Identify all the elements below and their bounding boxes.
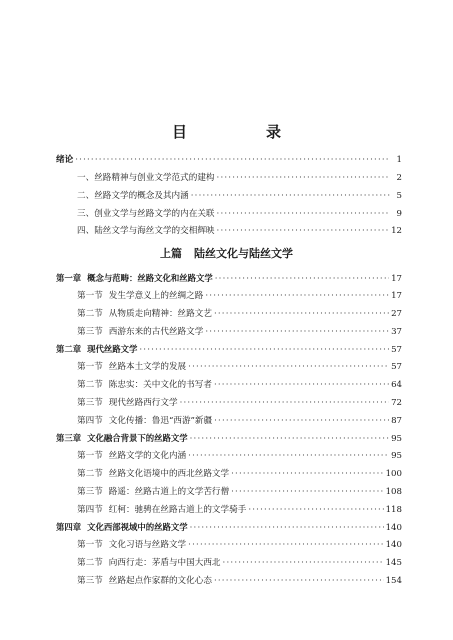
toc-chapter[interactable] [56, 342, 402, 356]
section-title: 从物质走向精神：丝路文艺 [108, 309, 212, 319]
dot-leader [223, 556, 384, 570]
section-number: 第二节 [77, 469, 103, 479]
toc-section[interactable] [77, 503, 402, 517]
section-title: 文化习语与丝路文学 [108, 540, 187, 550]
section-number: 第一节 [77, 362, 103, 372]
toc-chapter[interactable] [56, 520, 402, 534]
dot-leader [214, 574, 384, 588]
section-title: 丝路文化语境中的西北丝路文学 [108, 469, 230, 479]
chapter-title: 文化西部视域中的丝路文学 [87, 522, 188, 532]
section-title: 文化传播：鲁迅“西游”新疆 [108, 416, 213, 426]
dot-leader [215, 272, 389, 286]
section-number: 第三节 [77, 487, 103, 497]
toc-page-number: 145 [385, 558, 402, 568]
page-title: 目 录 [171, 123, 313, 141]
toc-section[interactable] [77, 556, 402, 570]
toc-page-number: 5 [396, 191, 402, 201]
toc-page-number: 17 [391, 291, 402, 301]
dot-leader [248, 503, 383, 517]
toc-page-number: 154 [385, 576, 402, 586]
part-heading [0, 245, 453, 261]
dot-leader [180, 396, 390, 410]
part-label: 上篇 [160, 247, 182, 260]
dot-leader [205, 289, 389, 303]
toc-entry-title: 四、陆丝文学与海丝文学的交相辉映 [77, 226, 215, 236]
toc-section[interactable] [77, 449, 402, 463]
toc-page-number: 57 [391, 362, 402, 372]
toc-page-number: 17 [391, 274, 402, 284]
section-title: 现代丝路西行文学 [108, 398, 178, 408]
toc-section[interactable] [77, 307, 402, 321]
section-title: 陈忠实：关中文化的书写者 [108, 380, 212, 390]
toc-section[interactable] [77, 467, 402, 481]
chapter-number: 第二章 [56, 344, 82, 354]
toc-page-number: 64 [391, 380, 402, 390]
toc-page-number: 12 [391, 226, 402, 236]
toc-entry-title: 一、丝路精神与创业文学范式的建构 [77, 173, 215, 183]
dot-leader [139, 343, 389, 357]
dot-leader [75, 153, 390, 167]
dot-leader [190, 432, 389, 446]
toc-page-number: 37 [391, 327, 402, 337]
chapter-number: 第三章 [56, 433, 82, 443]
toc-page-number: 140 [385, 523, 402, 533]
chapter-number: 第一章 [56, 273, 82, 283]
section-number: 第一节 [77, 540, 103, 550]
section-title: 西游东来的古代丝路文学 [108, 327, 204, 337]
toc-page-number: 27 [391, 309, 402, 319]
toc-page-number: 108 [385, 487, 402, 497]
section-number: 第三节 [77, 576, 103, 586]
section-number: 第一节 [77, 451, 103, 461]
toc-section[interactable] [77, 574, 402, 588]
toc-section[interactable] [77, 325, 402, 339]
dot-leader [231, 485, 383, 499]
toc-entry[interactable] [77, 171, 402, 185]
dot-leader [214, 378, 389, 392]
toc-chapter[interactable] [56, 431, 402, 445]
chapter-title: 现代丝路文学 [87, 344, 138, 354]
section-number: 第一节 [77, 291, 103, 301]
dot-leader [217, 224, 390, 238]
section-number: 第三节 [77, 327, 103, 337]
toc-page-number: 118 [385, 505, 402, 515]
section-title: 丝路文学的文化内涵 [108, 451, 187, 461]
dot-leader [188, 538, 383, 552]
dot-leader [214, 307, 389, 321]
toc-entry[interactable] [77, 189, 402, 203]
toc-section[interactable] [77, 414, 402, 428]
toc-entry-title: 二、丝路文学的概念及其内涵 [77, 191, 189, 201]
dot-leader [191, 189, 390, 203]
toc-section[interactable] [77, 485, 402, 499]
toc-page-number: 1 [396, 155, 402, 165]
toc-section[interactable] [77, 360, 402, 374]
toc-page-number: 2 [396, 173, 402, 183]
section-title: 红柯：驰骋在丝路古道上的文学骑手 [108, 505, 247, 515]
section-title: 向西行走：茅盾与中国大西北 [108, 558, 221, 568]
toc-entry-intro[interactable] [56, 153, 402, 167]
section-title: 丝路起点作家群的文化心态 [108, 576, 212, 586]
section-number: 第二节 [77, 309, 103, 319]
section-number: 第二节 [77, 558, 103, 568]
toc-page-number: 95 [391, 451, 402, 461]
toc-chapter[interactable] [56, 271, 402, 285]
dot-leader [205, 325, 389, 339]
toc-page-number: 87 [391, 416, 402, 426]
dot-leader [217, 171, 390, 185]
toc-section[interactable] [77, 396, 402, 410]
toc-entry-title: 三、创业文学与丝路文学的内在关联 [77, 209, 215, 219]
dot-leader [217, 207, 390, 221]
toc-page-number: 72 [391, 398, 402, 408]
toc-entry[interactable] [77, 207, 402, 221]
section-title: 丝路本土文学的发展 [108, 362, 187, 372]
toc-section[interactable] [77, 378, 402, 392]
dot-leader [188, 360, 389, 374]
section-number: 第三节 [77, 398, 103, 408]
section-number: 第四节 [77, 416, 103, 426]
toc-page-number: 100 [385, 469, 402, 479]
dot-leader [214, 414, 389, 428]
dot-leader [190, 521, 384, 535]
section-number: 第二节 [77, 380, 103, 390]
chapter-title: 文化融合背景下的丝路文学 [87, 433, 188, 443]
toc-page-number: 9 [396, 209, 402, 219]
dot-leader [188, 449, 389, 463]
chapter-title: 概念与范畴：丝路文化和丝路文学 [87, 273, 213, 283]
part-title-text: 陆丝文化与陆丝文学 [194, 247, 293, 260]
toc-section[interactable] [77, 538, 402, 552]
toc-page-number: 57 [391, 345, 402, 355]
section-title: 路遥：丝路古道上的文学苦行僧 [108, 487, 230, 497]
section-title: 发生学意义上的丝绸之路 [108, 291, 204, 301]
dot-leader [231, 467, 383, 481]
chapter-number: 第四章 [56, 522, 82, 532]
toc-page-number: 140 [385, 540, 402, 550]
toc-entry-title: 绪论 [56, 155, 74, 165]
toc-page-number: 95 [391, 434, 402, 444]
section-number: 第四节 [77, 505, 103, 515]
toc-entry[interactable] [77, 224, 402, 238]
toc-section[interactable] [77, 289, 402, 303]
